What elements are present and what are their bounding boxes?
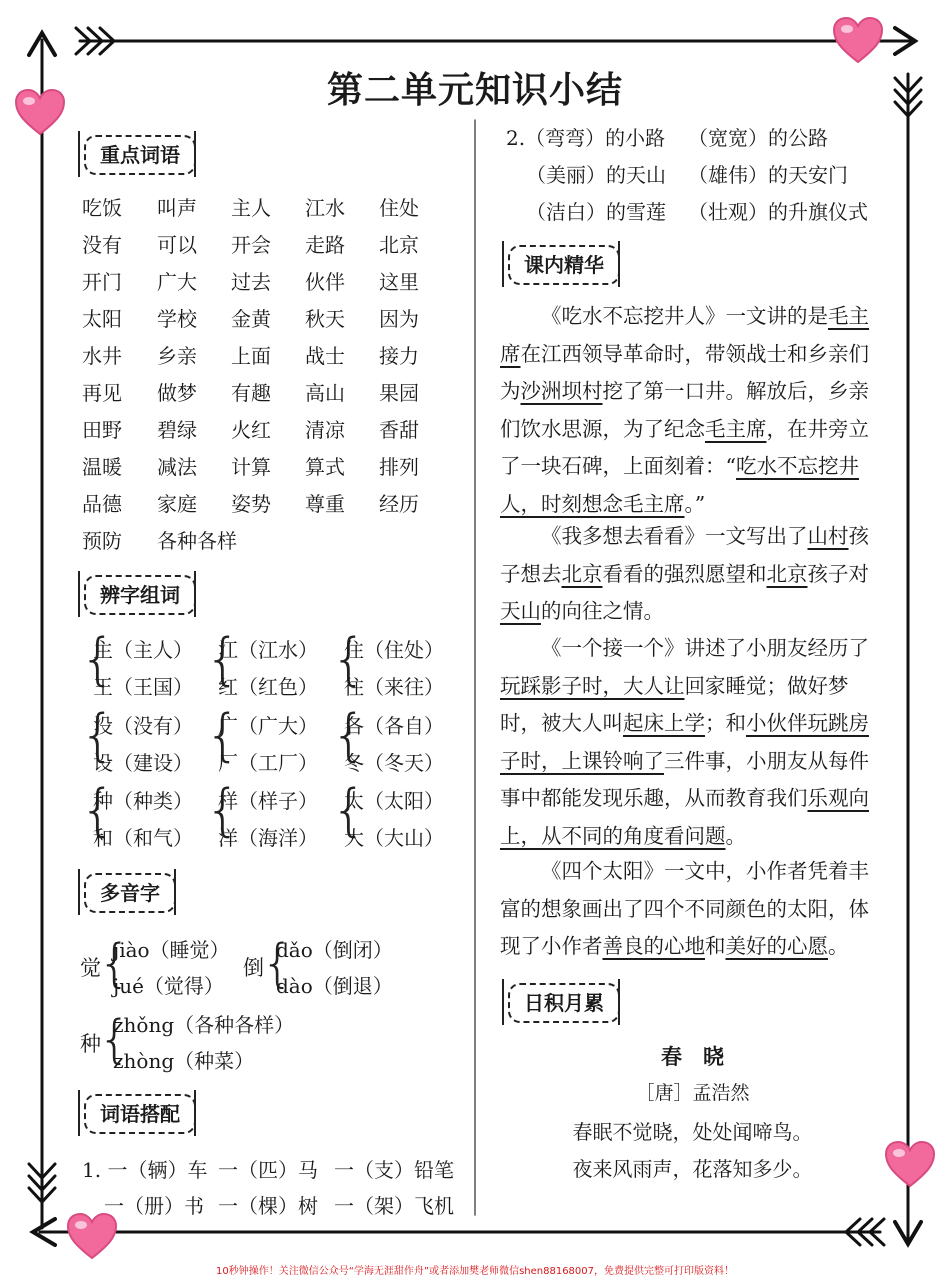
paragraph-text: 。 (725, 823, 746, 848)
key-word: 乡亲 (157, 344, 197, 368)
poem-line: 夜来风雨声，花落知多少。 (572, 1157, 813, 1181)
polyphone-reading: dǎo（倒闭） (276, 938, 393, 962)
underlined-key-phrase: 子时，上课铃响了 (500, 748, 664, 773)
key-word: 可以 (157, 233, 197, 257)
collocation-item: （洁白）的雪莲 (526, 200, 666, 224)
paragraph-text: 挖了第一口井。解放后， (602, 379, 828, 403)
polyphone-reading: zhǒng（各种各样） (113, 1013, 295, 1037)
key-word: 家庭 (157, 492, 197, 516)
key-word: 做梦 (157, 381, 197, 405)
paragraph-text: ，在井 (766, 416, 828, 441)
brace-icon: { (331, 778, 367, 843)
underlined-key-phrase: 善良的心地 (602, 934, 705, 958)
collocation-item: （壮观）的升旗仪式 (688, 200, 868, 224)
collocation-item: （雄伟）的天安门 (688, 163, 848, 187)
char-word: 王（王国） (93, 675, 193, 699)
underlined-key-phrase: 北京 (766, 561, 808, 586)
key-word: 住处 (379, 196, 419, 220)
key-word: 火红 (231, 418, 271, 442)
paragraph-text: 旁立了一块石碑，上面刻着：“ (500, 416, 869, 478)
underlined-key-phrase: 玩踩影子时，大人让 (500, 673, 685, 698)
paragraph-text: 乡亲们饮水思源，为了纪念 (500, 379, 869, 441)
paragraph-text: 在江西领导革命时，带领战士和乡亲 (520, 341, 849, 366)
key-word: 因为 (379, 307, 419, 331)
polyphone-reading: dào（倒退） (276, 974, 393, 998)
underlined-key-phrase: 席 (500, 341, 521, 366)
paragraph-text: 看看的强烈愿望和 (602, 561, 767, 586)
key-word: 江水 (305, 196, 345, 220)
key-word: 广大 (157, 270, 197, 294)
key-word: 战士 (305, 344, 345, 368)
collocation-item: 一（匹）马 (218, 1158, 318, 1182)
brace-icon: { (205, 703, 241, 768)
key-word: 这里 (379, 270, 419, 294)
char-word: 洋（海洋） (218, 826, 318, 850)
char-word: 和（和气） (93, 826, 193, 850)
section-accumulate: 日积月累 (508, 983, 620, 1023)
underlined-key-phrase: 美好的心愿 (725, 934, 828, 958)
underlined-key-phrase: 吃水不忘 (735, 454, 818, 478)
paragraph-text: 《一个接一个》讲述了小朋友经历了 (541, 636, 869, 660)
paragraph-text: 孩子 (807, 561, 849, 586)
char-word: 广（广大） (218, 714, 318, 738)
key-word: 没有 (82, 233, 122, 257)
brace-icon: { (80, 627, 116, 692)
page-title: 第二单元知识小结 (326, 70, 623, 111)
brace-icon: { (261, 934, 295, 994)
paragraph-text: 《我多想去看看》一文写出了 (541, 524, 808, 548)
collocation-item: 一（支）铅笔 (334, 1158, 454, 1182)
key-word: 开门 (82, 270, 122, 294)
collocation-item: （美丽）的天山 (526, 163, 666, 187)
char-word: 大（大山） (344, 826, 444, 850)
paragraph-text: 孩 (848, 524, 869, 548)
key-word: 经历 (379, 492, 419, 516)
brace-icon: { (98, 1010, 132, 1070)
key-word: 金黄 (231, 307, 271, 331)
char-word: 太（太阳） (344, 789, 444, 813)
key-word: 果园 (379, 381, 419, 405)
char-word: 设（建设） (93, 751, 193, 775)
key-word: 减法 (157, 455, 197, 479)
underlined-key-phrase: 起床上学 (623, 711, 705, 735)
char-word: 样（样子） (218, 789, 318, 813)
paragraph-text: 们为 (500, 341, 869, 403)
lesson-paragraph (500, 630, 885, 855)
footer-note: 10秒钟操作！关注微信公众号“学海无涯甜作舟”或者添加樊老师微信shen88168007，免费提供完整可打印版资料！ (215, 1266, 735, 1277)
key-word: 预防 (82, 529, 122, 553)
lesson-paragraph (500, 853, 885, 966)
polyphone-char: 种 (80, 1032, 101, 1056)
key-word: 计算 (231, 455, 271, 479)
collocation-item: 1. 一（辆）车 (82, 1158, 208, 1182)
poem-line: 春眠不觉晓，处处闻啼鸟。 (572, 1120, 813, 1144)
key-word: 清凉 (305, 418, 345, 442)
paragraph-text: 的想象画出了四个不同颜色的太阳，体现 (500, 896, 869, 958)
key-word: 高山 (305, 381, 345, 405)
key-word: 各种各样 (157, 529, 237, 553)
polyphone-reading: zhòng（种菜） (113, 1049, 255, 1073)
brace-icon: { (80, 778, 116, 843)
key-word: 尊重 (305, 492, 345, 516)
collocation-item: 一（架）飞机 (334, 1194, 454, 1218)
char-word: 江（江水） (218, 638, 318, 662)
key-word: 田野 (82, 418, 122, 442)
key-word: 走路 (305, 233, 345, 257)
key-word: 算式 (305, 455, 345, 479)
paragraph-text: 事中都能发现乐趣，从而教育我们 (500, 786, 808, 810)
key-word: 香甜 (379, 418, 419, 442)
underlined-key-phrase: 天山 (500, 599, 541, 623)
key-word: 吃饭 (82, 196, 122, 220)
char-word: 各（各自） (344, 714, 444, 738)
key-word: 再见 (82, 381, 122, 405)
paragraph-text: 三件事，小朋友从每件 (664, 748, 869, 773)
heart-icon (832, 16, 884, 64)
key-word: 水井 (82, 344, 122, 368)
char-word: 冬（冬天） (344, 751, 444, 775)
paragraph-text: 《四个太阳》一文中，小作者凭着丰富 (500, 859, 869, 921)
paragraph-text: 和 (705, 934, 726, 958)
key-word: 秋天 (305, 307, 345, 331)
key-word: 品德 (82, 492, 122, 516)
paragraph-text: 回家睡觉；做好梦 (684, 673, 849, 698)
lesson-paragraph (500, 298, 885, 523)
brace-icon: { (205, 778, 241, 843)
key-word: 开会 (231, 233, 271, 257)
char-word: 种（种类） (93, 789, 193, 813)
key-word: 过去 (231, 270, 271, 294)
underlined-key-phrase: 向上，从不同的角度看问题 (500, 786, 869, 848)
brace-icon: { (331, 627, 367, 692)
collocation-item: 2.（弯弯）的小路 (506, 126, 666, 150)
char-word: 厂（工厂） (218, 751, 318, 775)
key-word: 北京 (379, 233, 419, 257)
section-collocation: 词语搭配 (84, 1094, 196, 1134)
underlined-key-phrase: 毛主席 (705, 416, 767, 441)
char-word: 红（红色） (218, 675, 318, 699)
polyphone-char: 觉 (80, 956, 101, 980)
heart-icon (66, 1212, 118, 1260)
lesson-paragraph (500, 518, 885, 631)
key-word: 温暖 (82, 455, 122, 479)
paragraph-text: 的向往之情。 (541, 599, 664, 623)
key-word: 有趣 (231, 381, 271, 405)
key-word: 太阳 (82, 307, 122, 331)
brace-icon: { (205, 627, 241, 692)
underlined-key-phrase: 山村 (807, 524, 849, 548)
key-word: 接力 (379, 344, 419, 368)
polyphone-char: 倒 (243, 956, 264, 980)
underlined-key-phrase: 毛主 (828, 304, 869, 328)
collocation-item: 一（棵）树 (218, 1194, 318, 1218)
paragraph-text: 。 (828, 934, 849, 958)
section-polyphone: 多音字 (84, 873, 176, 913)
underlined-key-phrase: 小伙伴玩跳房 (746, 711, 869, 735)
key-word: 主人 (231, 196, 271, 220)
paragraph-text: 了小作者 (520, 934, 603, 958)
section-lesson: 课内精华 (508, 245, 620, 285)
char-word: 住（住处） (344, 638, 444, 662)
underlined-key-phrase: 沙洲坝村 (520, 379, 603, 403)
poem-author: ［唐］孟浩然 (635, 1082, 750, 1104)
paragraph-text: 《吃水不忘挖井人》一文讲的是 (541, 304, 828, 328)
paragraph-text: 。” (684, 491, 706, 516)
key-word: 碧绿 (157, 418, 197, 442)
paragraph-text: 时，被大人叫 (500, 711, 623, 735)
key-word: 伙伴 (305, 270, 345, 294)
polyphone-reading: jiào（睡觉） (113, 938, 230, 962)
paragraph-text: ；和 (705, 711, 746, 735)
char-word: 往（来往） (344, 675, 444, 699)
section-char-words: 辨字组词 (84, 575, 196, 615)
poem-title: 春 晓 (661, 1044, 724, 1069)
collocation-item: 一（册）书 (104, 1194, 204, 1218)
underlined-key-phrase: 北京 (561, 561, 603, 586)
char-word: 没（没有） (93, 714, 193, 738)
polyphone-reading: jué（觉得） (113, 974, 224, 998)
heart-icon (884, 1140, 936, 1188)
key-word: 排列 (379, 455, 419, 479)
key-word: 学校 (157, 307, 197, 331)
brace-icon: { (80, 703, 116, 768)
brace-icon: { (331, 703, 367, 768)
paragraph-text: 对 (848, 561, 869, 586)
underlined-key-phrase: 乐观 (807, 786, 849, 810)
key-word: 叫声 (157, 196, 197, 220)
char-word: 主（主人） (93, 638, 193, 662)
brace-icon: { (98, 934, 132, 994)
key-word: 上面 (231, 344, 271, 368)
paragraph-text: 子想去 (500, 561, 562, 586)
underlined-key-phrase: 挖井人，时刻想念毛主席 (500, 454, 859, 516)
section-key-words: 重点词语 (84, 135, 196, 175)
collocation-item: （宽宽）的公路 (688, 126, 828, 150)
key-word: 姿势 (231, 492, 271, 516)
